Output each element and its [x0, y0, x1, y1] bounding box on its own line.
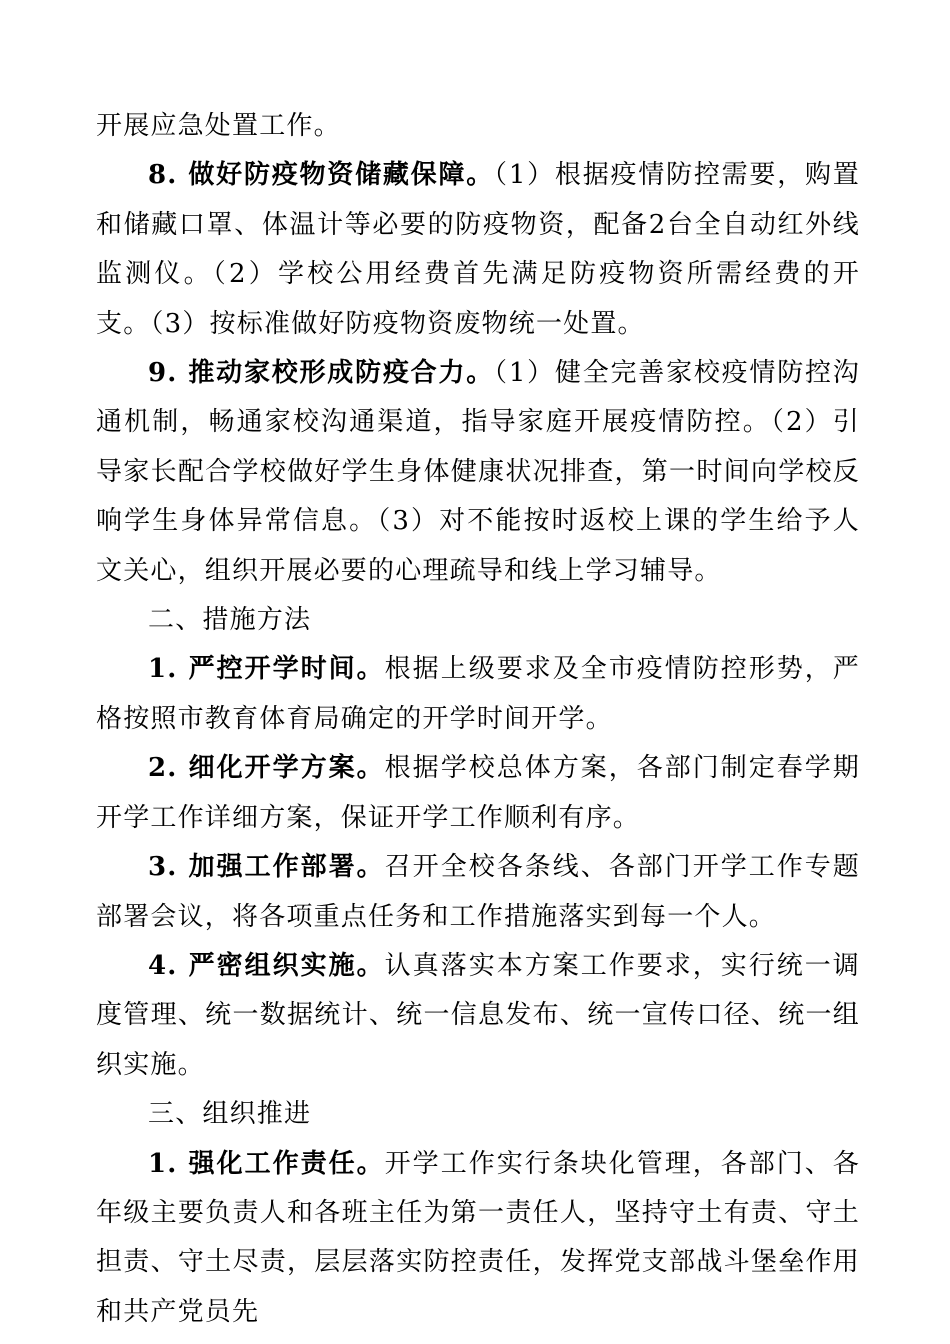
paragraph-heading: 1. 严控开学时间。 [148, 654, 385, 685]
paragraph-measure-2 [96, 744, 860, 843]
paragraph-heading: 2. 细化开学方案。 [148, 753, 385, 784]
section-heading-organization [96, 1090, 860, 1139]
paragraph-heading: 1. 强化工作责任。 [148, 1148, 385, 1179]
paragraph-body: 召开全校各条线、各部门开学工作专题部署会议，将各项重点任务和工作措施落实到每一个人。 [96, 852, 860, 932]
paragraph-item-9 [96, 349, 860, 596]
paragraph-body: （1）健全完善家校疫情防控沟通机制，畅通家校沟通渠道，指导家庭开展疫情防控。（2）引导家长配合学校做好学生身体健康状况排查，第一时间向学校反响学生身体异常信息。（3）对不能按时返校上课的学生给予人文关心，组织开展必要的心理疏导和线上学习辅导。 [96, 358, 860, 586]
paragraph-heading: 8. 做好防疫物资储藏保障。 [148, 160, 495, 191]
paragraph-continuation [96, 102, 860, 151]
paragraph-body: 开学工作实行条块化管理，各部门、各年级主要负责人和各班主任为第一责任人，坚持守土有责、守土担责、守土尽责，层层落实防控责任，发挥党支部战斗堡垒作用和共产党员先 [96, 1148, 860, 1327]
section-heading-text: 二、措施方法 [148, 605, 312, 636]
paragraph-heading: 9. 推动家校形成防疫合力。 [148, 358, 495, 389]
paragraph-measure-3 [96, 843, 860, 942]
paragraph-body: 开展应急处置工作。 [96, 111, 341, 141]
paragraph-heading: 4. 严密组织实施。 [148, 950, 385, 981]
paragraph-body: 根据学校总体方案，各部门制定春学期开学工作详细方案，保证开学工作顺利有序。 [96, 753, 860, 833]
paragraph-body: （1）根据疫情防控需要，购置和储藏口罩、体温计等必要的防疫物资，配备2台全自动红外线监测仪。（2）学校公用经费首先满足防疫物资所需经费的开支。（3）按标准做好防疫物资废物统一处置。 [96, 160, 860, 339]
paragraph-heading: 3. 加强工作部署。 [148, 852, 385, 883]
document-page [96, 102, 860, 1337]
paragraph-measure-4 [96, 942, 860, 1090]
section-heading-text: 三、组织推进 [148, 1099, 312, 1130]
paragraph-body: 根据上级要求及全市疫情防控形势，严格按照市教育体育局确定的开学时间开学。 [96, 654, 860, 734]
section-heading-measures [96, 596, 860, 645]
paragraph-body: 认真落实本方案工作要求，实行统一调度管理、统一数据统计、统一信息发布、统一宣传口径、统一组织实施。 [96, 950, 860, 1080]
paragraph-item-8 [96, 151, 860, 349]
paragraph-organization-1 [96, 1140, 860, 1338]
paragraph-measure-1 [96, 645, 860, 744]
